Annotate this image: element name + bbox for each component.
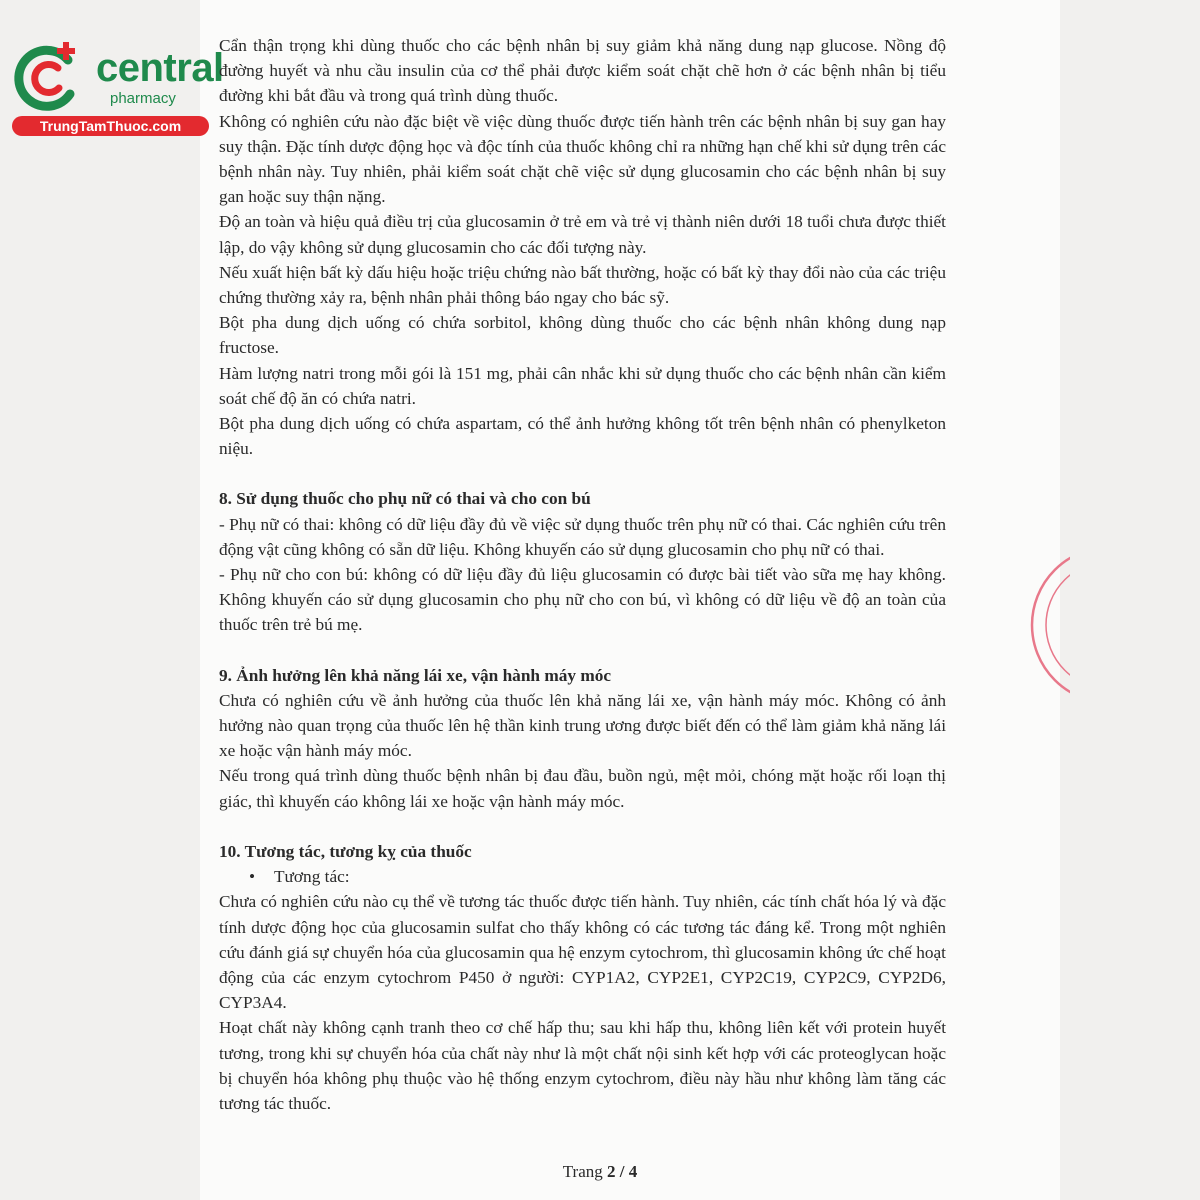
red-stamp-icon [1030, 540, 1070, 710]
intro-paragraph: Bột pha dung dịch uống có chứa aspartam, có thể ảnh hưởng không tốt trên bệnh nhân có phenylketon niệu. [219, 414, 946, 459]
bullet-item [219, 864, 946, 889]
page-current: 2 [607, 1162, 616, 1181]
brand-name: central [96, 46, 224, 90]
page-prefix: Trang [562, 1162, 607, 1181]
intro-paragraph: Bột pha dung dịch uống có chứa sorbitol, không dùng thuốc cho các bệnh nhân không dung nạp fructose. [219, 313, 946, 358]
site-url-badge[interactable]: TrungTamThuoc.com [12, 116, 209, 136]
brand-subtitle: pharmacy [110, 90, 176, 107]
section-8-paragraph: - Phụ nữ cho con bú: không có dữ liệu đầy đủ liệu glucosamin có được bài tiết vào sữa mẹ hay không. Không khuyến cáo sử dụng glucosamin cho phụ nữ cho con bú, vì không có dữ liệu về độ an toàn của thuốc trên trẻ bú mẹ. [219, 565, 946, 635]
page-number [0, 1162, 1200, 1182]
section-8-paragraph: - Phụ nữ có thai: không có dữ liệu đầy đủ về việc sử dụng thuốc trên phụ nữ có thai. Các nghiên cứu trên động vật cũng không có sẵn dữ liệu. Không khuyến cáo sử dụng glucosamin cho phụ nữ có thai. [219, 514, 946, 559]
section-9-paragraph: Nếu trong quá trình dùng thuốc bệnh nhân bị đau đầu, buồn ngủ, mệt mỏi, chóng mặt hoặc rối loạn thị giác, thì khuyến cáo không lái xe hoặc vận hành máy móc. [219, 766, 946, 811]
section-9-heading: 9. Ảnh hưởng lên khả năng lái xe, vận hành máy móc [219, 665, 612, 685]
section-10-paragraph: Chưa có nghiên cứu nào cụ thể về tương tác thuốc được tiến hành. Tuy nhiên, các tính chất hóa lý và đặc tính dược động học của glucosamin sulfat cho thấy không có các tương tác đáng kể. Trong một nghiên cứu đánh giá sự chuyển hóa của glucosamin qua hệ enzym cytochrom, thì glucosamin không ức chế hoạt động của các enzym cytochrom P450 ở người: CYP1A2, CYP2E1, CYP2C19, CYP2C9, CYP2D6, CYP3A4. [219, 892, 946, 1013]
intro-paragraph: Cẩn thận trọng khi dùng thuốc cho các bệnh nhân bị suy giảm khả năng dung nạp glucose. Nồng độ đường huyết và nhu cầu insulin của cơ thể phải được kiểm soát chặt chẽ hơn ở các bệnh nhân bị tiểu đường khi bắt đầu và trong quá trình dùng thuốc. [219, 36, 946, 106]
central-logo-mark-icon [10, 38, 90, 118]
section-9-paragraph: Chưa có nghiên cứu về ảnh hưởng của thuốc lên khả năng lái xe, vận hành máy móc. Không có ảnh hưởng nào quan trọng của thuốc lên hệ thần kinh trung ương được biết đến có thể làm giảm khả năng lái xe hoặc vận hành máy móc. [219, 690, 946, 761]
intro-paragraph: Nếu xuất hiện bất kỳ dấu hiệu hoặc triệu chứng nào bất thường, hoặc có bất kỳ thay đổi nào của các triệu chứng thường xảy ra, bệnh nhân phải thông báo ngay cho bác sỹ. [219, 262, 946, 308]
intro-paragraph: Độ an toàn và hiệu quả điều trị của glucosamin ở trẻ em và trẻ vị thành niên dưới 18 tuổi chưa được thiết lập, do vậy không sử dụng glucosamin cho các đối tượng này. [219, 212, 946, 257]
intro-paragraph: Không có nghiên cứu nào đặc biệt về việc dùng thuốc được tiến hành trên các bệnh nhân bị suy gan hay suy thận. Đặc tính dược động học và độc tính của thuốc không chỉ ra những hạn chế khi sử dụng trên các bệnh nhân này. Tuy nhiên, phải kiểm soát chặt chẽ việc sử dụng glucosamin cho các bệnh nhân bị suy gan hoặc suy thận nặng. [219, 111, 946, 207]
bullet-label: Tương tác: [274, 867, 350, 887]
intro-paragraph: Hàm lượng natri trong mỗi gói là 151 mg, phải cân nhắc khi sử dụng thuốc cho các bệnh nhân cần kiểm soát chế độ ăn có chứa natri. [219, 363, 946, 408]
section-10-paragraph: Hoạt chất này không cạnh tranh theo cơ chế hấp thu; sau khi hấp thu, không liên kết với protein huyết tương, trong khi sự chuyển hóa của chất này như là một chất nội sinh kết hợp với các proteoglycan hoặc bị chuyển hóa không phụ thuộc vào hệ thống enzym cytochrom, điều này hầu như không làm tăng các tương tác thuốc. [219, 1018, 946, 1113]
section-10-heading: 10. Tương tác, tương kỵ của thuốc [219, 841, 472, 861]
section-8-heading: 8. Sử dụng thuốc cho phụ nữ có thai và cho con bú [219, 489, 591, 509]
page-total: / 4 [619, 1162, 638, 1181]
document-body [219, 33, 946, 1116]
